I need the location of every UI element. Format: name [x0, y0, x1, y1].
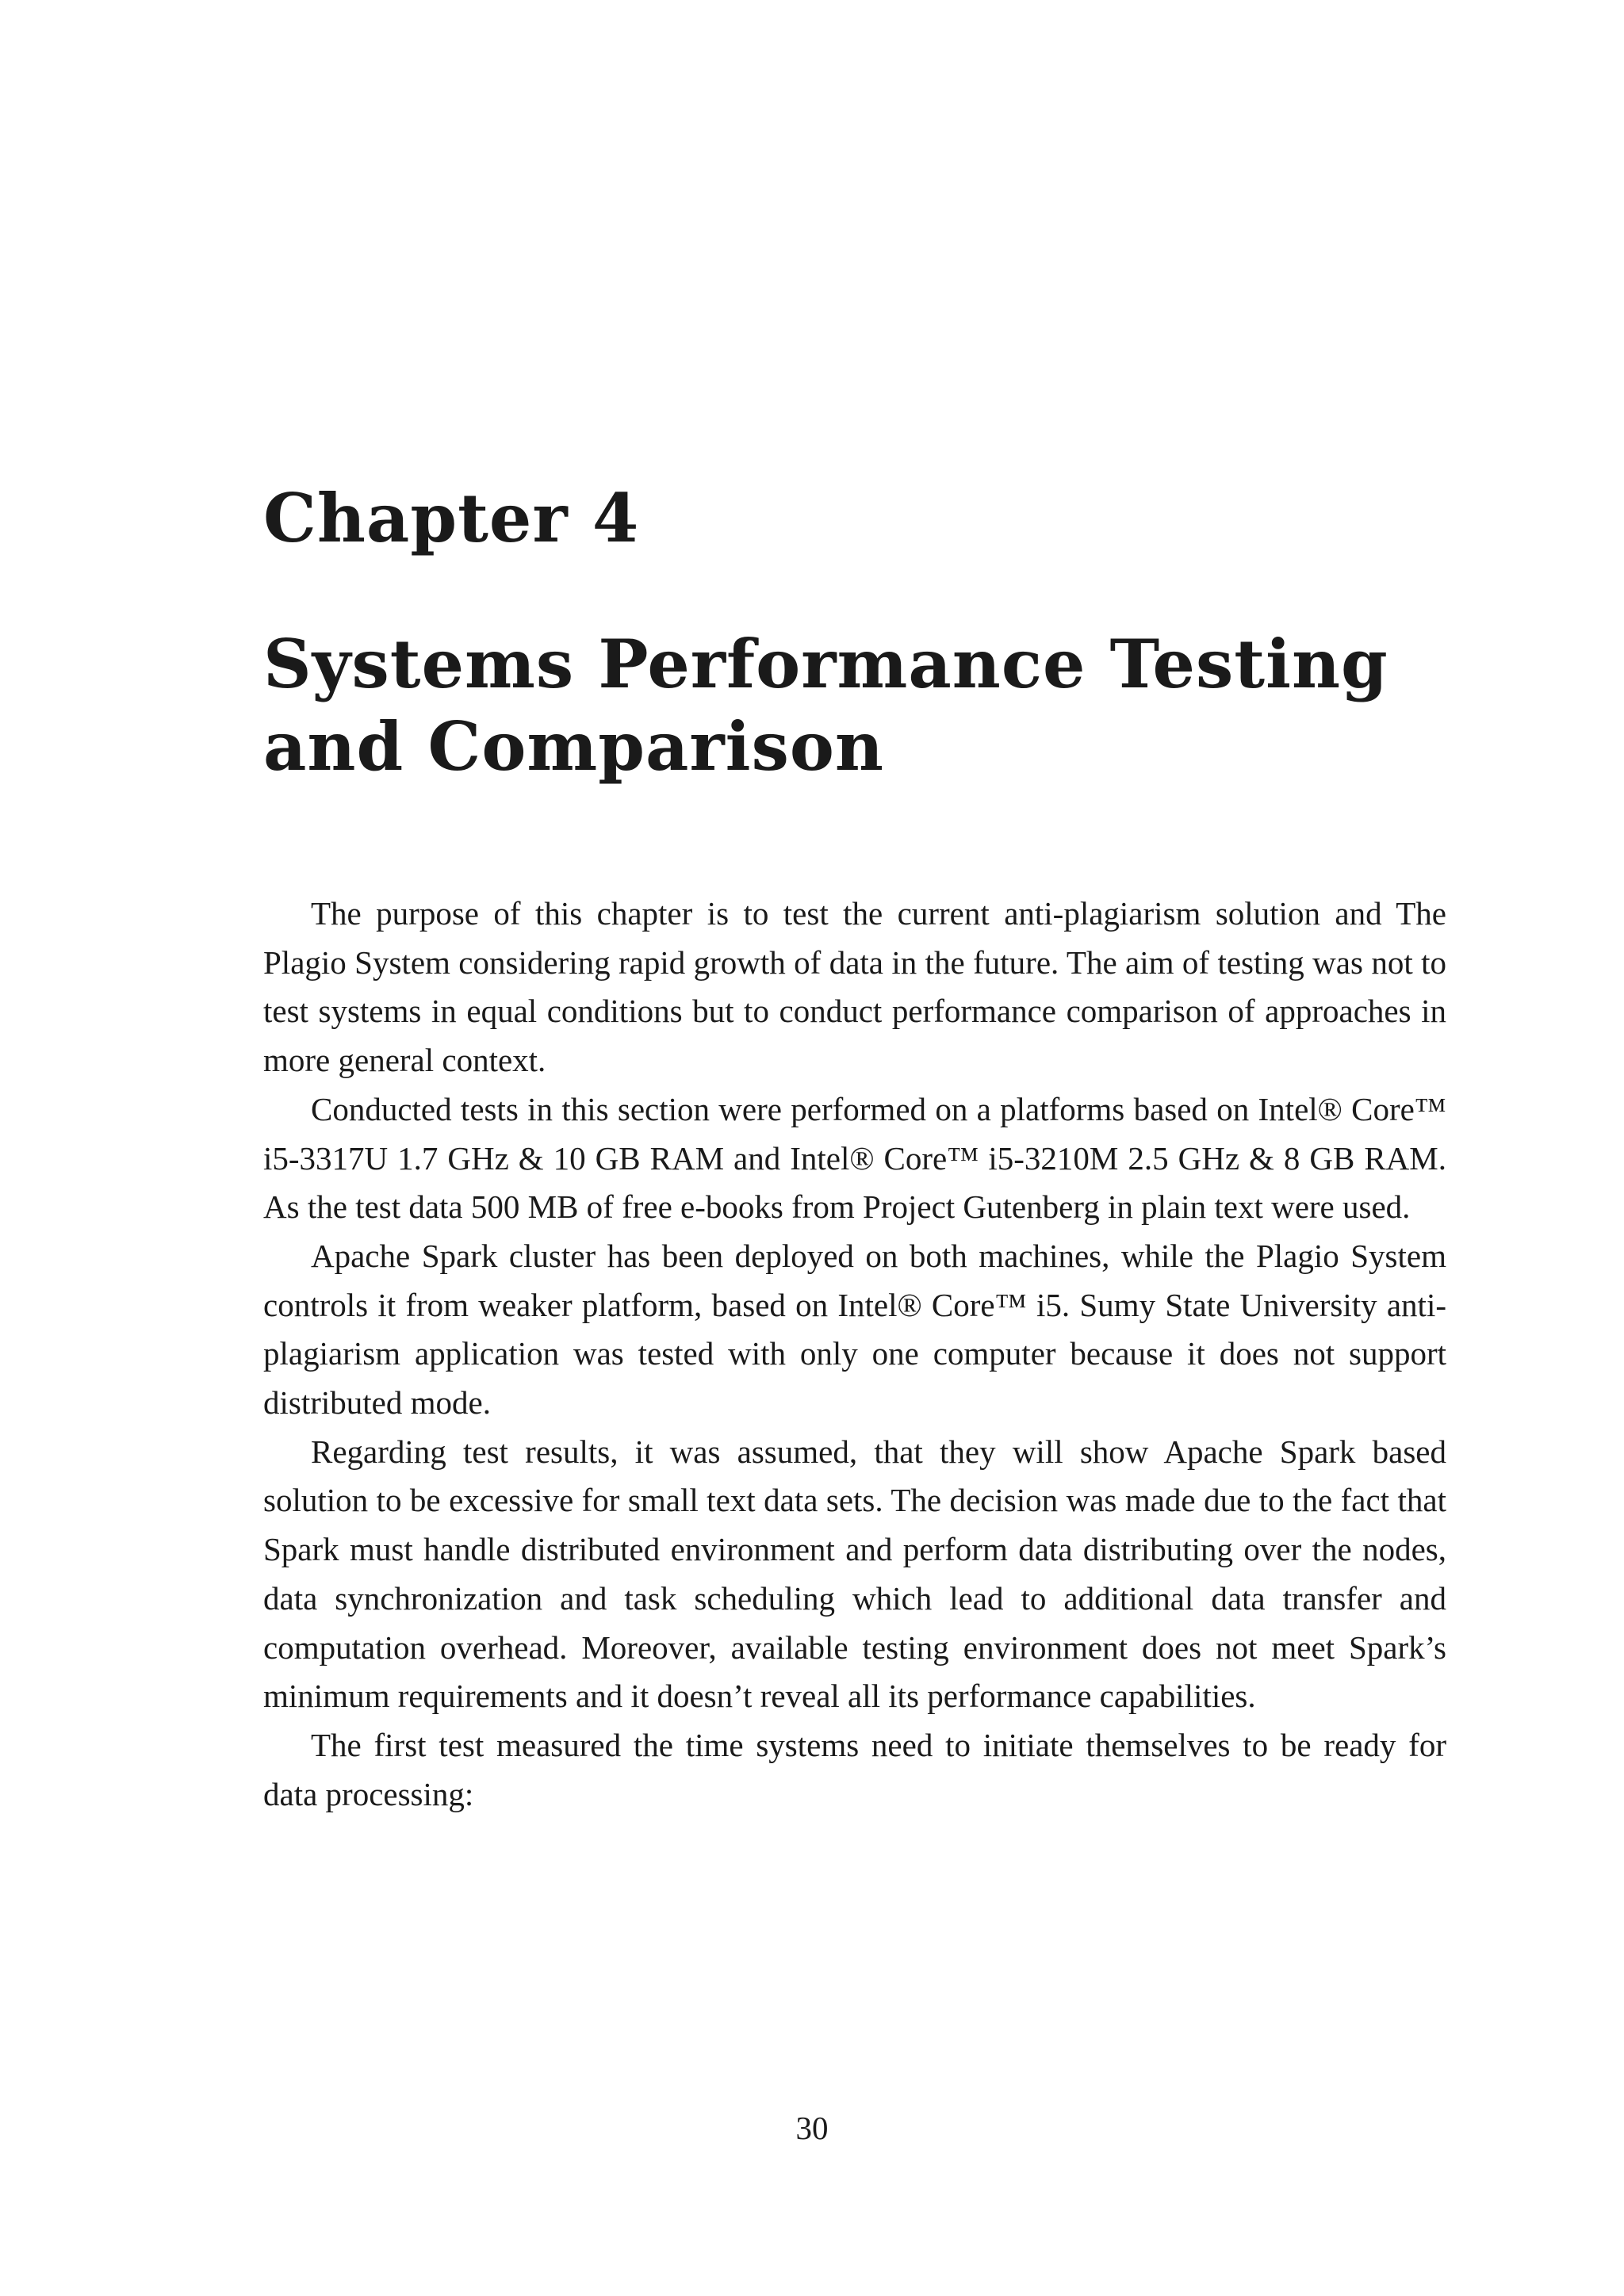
- chapter-label: Chapter 4: [263, 479, 640, 557]
- chapter-body: [263, 890, 1446, 1819]
- paragraph-purpose: The purpose of this chapter is to test the current anti-plagiarism solution and The Plagio System considering rapid growth of data in the future. The aim of testing was not to test systems in equal conditions but to conduct performance comparison of approaches in more general context.: [263, 895, 1446, 1079]
- chapter-title: Systems Performance Testing and Comparison: [263, 625, 1388, 786]
- paragraph-assumptions: Regarding test results, it was assumed, that they will show Apache Spark based solution to be excessive for small text data sets. The decision was made due to the fact that Spark must handle distributed environment and perform data distributing over the nodes, data synchronization and task scheduling which lead to additional data transfer and computation overhead. Moreover, available testing environment does not meet Spark’s minimum requirements and it doesn’t reveal all its performance capabilities.: [263, 1433, 1446, 1715]
- page-number: 30: [795, 2110, 829, 2146]
- paragraph-first-test: The first test measured the time systems need to initiate themselves to be ready for data processing:: [263, 1726, 1446, 1812]
- paragraph-spark-cluster: Apache Spark cluster has been deployed on both machines, while the Plagio System controls it from weaker platform, based on Intel® Core™ i5. Sumy State University anti-plagiarism application was tested with only one computer because it does not support distributed mode.: [263, 1237, 1446, 1422]
- paragraph-test-platforms: Conducted tests in this section were performed on a platforms based on Intel® Core™ i5-3317U 1.7 GHz & 10 GB RAM and Intel® Core™ i5-3210M 2.5 GHz & 8 GB RAM. As the test data 500 MB of free e-books from Project Gutenberg in plain text were used.: [263, 1090, 1446, 1226]
